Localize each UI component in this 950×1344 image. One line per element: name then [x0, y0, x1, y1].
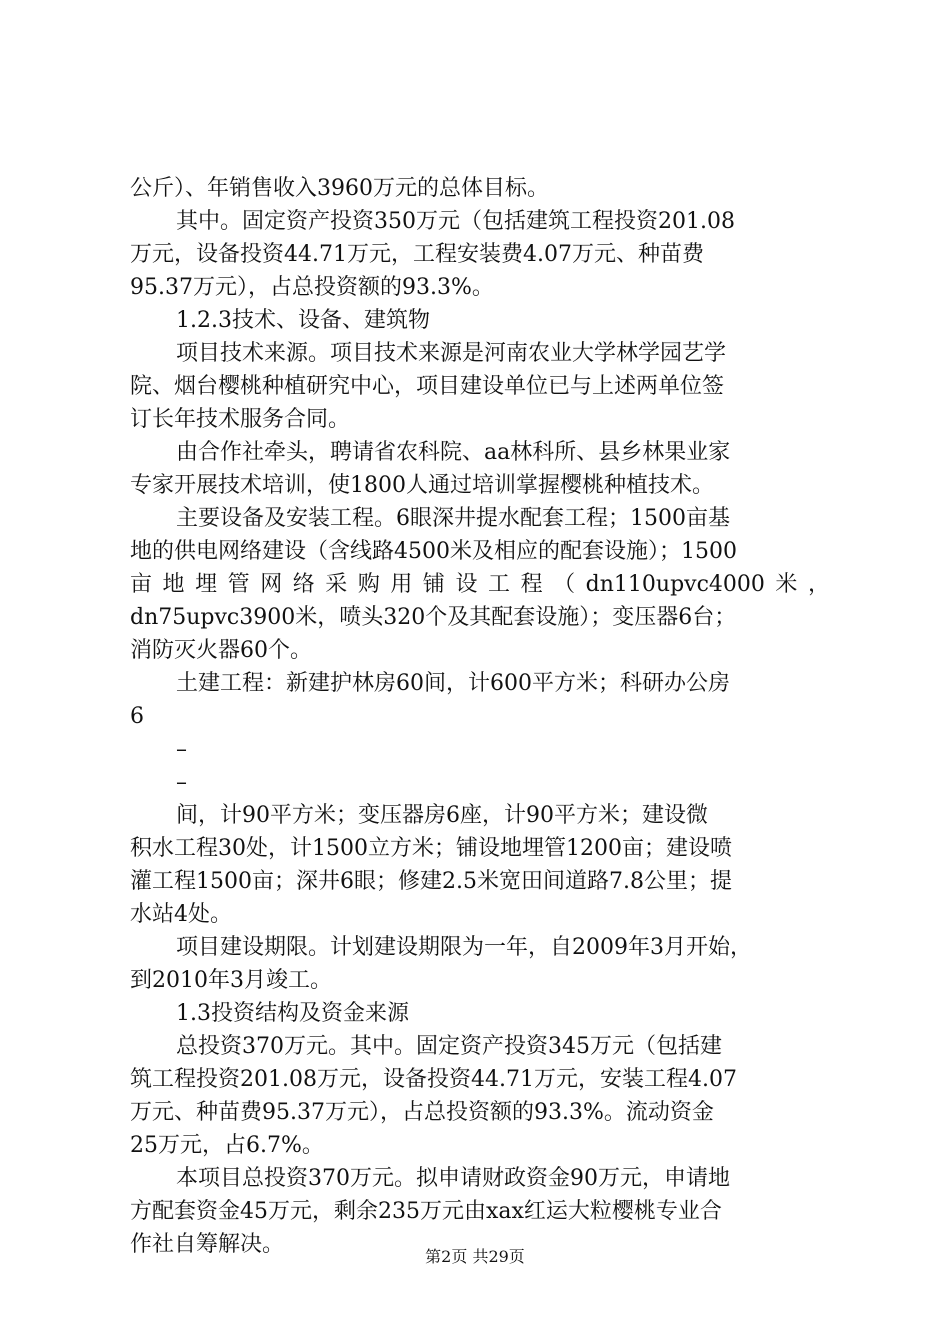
- justified-token: 地: [162, 572, 185, 597]
- paragraph-start: 总投资370万元。其中。固定资产投资345万元（包括建: [176, 1034, 722, 1059]
- text-line: 25万元，占6.7%。: [130, 1133, 324, 1158]
- justified-token: 工: [488, 572, 511, 597]
- paragraph-start: 本项目总投资370万元。拟申请财政资金90万元，申请地: [176, 1166, 730, 1191]
- text-line: 水站4处。: [130, 902, 232, 927]
- paragraph-start: 项目建设期限。计划建设期限为一年，自2009年3月开始，: [176, 935, 752, 960]
- text-line: 消防灭火器60个。: [130, 638, 312, 663]
- text-line: 万元、种苗费95.37万元），占总投资额的93.3%。流动资金: [130, 1100, 714, 1125]
- text-line: 积水工程30处，计1500立方米；铺设地埋管1200亩；建设喷: [130, 836, 732, 861]
- justified-token: 络: [292, 572, 315, 597]
- paragraph-start: 间，计90平方米；变压器房6座，计90平方米；建设微: [176, 803, 708, 828]
- paragraph-start: 主要设备及安装工程。6眼深井提水配套工程；1500亩基: [176, 506, 730, 531]
- justified-token: ，: [807, 572, 830, 597]
- justified-token: 采: [325, 572, 348, 597]
- text-line: 公斤）、年销售收入3960万元的总体目标。: [130, 176, 549, 201]
- page-break-dash: –: [176, 770, 187, 795]
- document-body: [130, 172, 830, 1261]
- text-line: 地的供电网络建设（含线路4500米及相应的配套设施）；1500: [130, 539, 737, 564]
- page-break-dash: –: [176, 737, 187, 762]
- text-line: 院、烟台樱桃种植研究中心，项目建设单位已与上述两单位签: [130, 374, 725, 399]
- justified-token: dn110upvc4000: [585, 572, 765, 597]
- page-number-label: 第2页 共29页: [425, 1247, 525, 1266]
- text-line: 6: [130, 704, 144, 729]
- text-line: 到2010年3月竣工。: [130, 968, 332, 993]
- justified-token: （: [553, 572, 576, 597]
- justified-token: 亩: [130, 572, 153, 597]
- justified-token: 米: [775, 572, 798, 597]
- justified-token: 设: [455, 572, 478, 597]
- paragraph-start: 其中。固定资产投资350万元（包括建筑工程投资201.08: [176, 209, 735, 234]
- page-footer: [0, 1244, 950, 1267]
- text-line: 95.37万元），占总投资额的93.3%。: [130, 275, 494, 300]
- text-line: 灌工程1500亩；深井6眼；修建2.5米宽田间道路7.8公里；提: [130, 869, 732, 894]
- text-line: 订长年技术服务合同。: [130, 407, 351, 432]
- justified-token: 购: [357, 572, 380, 597]
- text-line: 专家开展技术培训，使1800人通过培训掌握樱桃种植技术。: [130, 473, 714, 498]
- text-line: 万元，设备投资44.71万元，工程安装费4.07万元、种苗费: [130, 242, 704, 267]
- paragraph-start: 由合作社牵头，聘请省农科院、aa林科所、县乡林果业家: [176, 440, 731, 465]
- paragraph-start: 项目技术来源。项目技术来源是河南农业大学林学园艺学: [176, 341, 727, 366]
- text-line: 方配套资金45万元，剩余235万元由xax红运大粒樱桃专业合: [130, 1199, 722, 1224]
- section-heading: 1.3投资结构及资金来源: [176, 1001, 409, 1026]
- justified-token: 埋: [195, 572, 218, 597]
- justified-token: 用: [390, 572, 413, 597]
- section-heading: 1.2.3技术、设备、建筑物: [176, 308, 430, 333]
- justified-token: 网: [260, 572, 283, 597]
- justified-line: [130, 568, 830, 601]
- justified-token: 铺: [422, 572, 445, 597]
- text-line: dn75upvc3900米，喷头320个及其配套设施）；变压器6台；: [130, 605, 737, 630]
- text-line: 作社自筹解决。: [130, 1232, 285, 1257]
- justified-token: 程: [520, 572, 543, 597]
- justified-token: 管: [227, 572, 250, 597]
- paragraph-start: 土建工程：新建护林房60间，计600平方米；科研办公房: [176, 671, 730, 696]
- text-line: 筑工程投资201.08万元，设备投资44.71万元，安装工程4.07: [130, 1067, 737, 1092]
